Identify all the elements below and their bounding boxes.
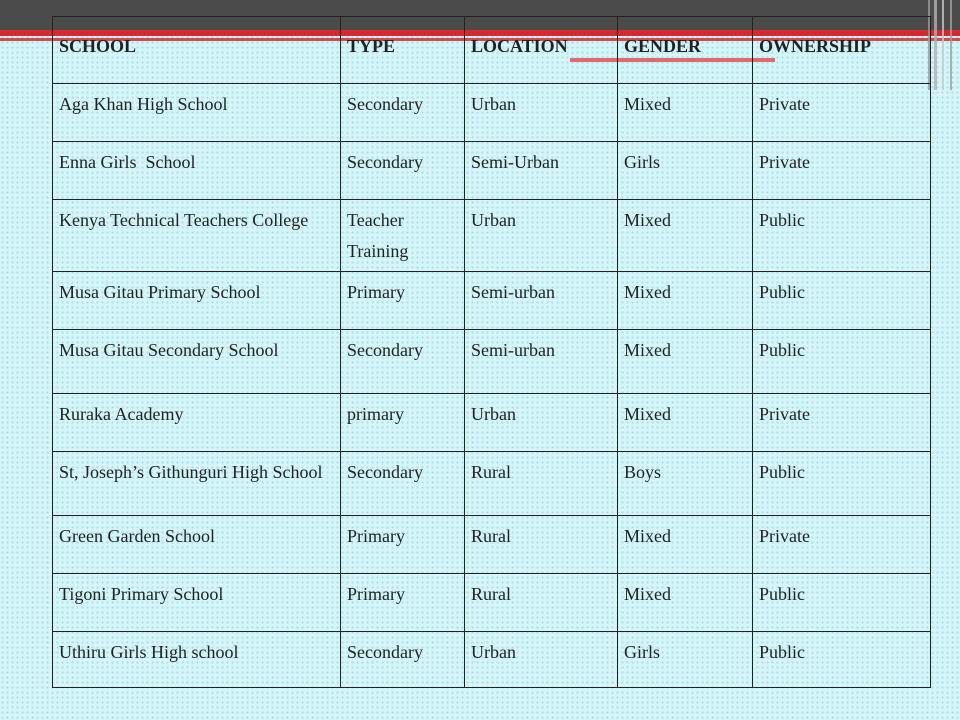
cell-location: Semi-urban	[465, 330, 618, 394]
cell-school: Aga Khan High School	[53, 84, 341, 142]
cell-location: Urban	[465, 84, 618, 142]
cell-type: Teacher Training	[341, 200, 465, 272]
cell-gender: Boys	[618, 452, 753, 516]
cell-ownership: Public	[753, 452, 931, 516]
cell-type: Secondary	[341, 142, 465, 200]
cell-ownership: Public	[753, 272, 931, 330]
cell-ownership: Private	[753, 394, 931, 452]
table-row	[53, 632, 931, 688]
header-ownership: OWNERSHIP	[753, 17, 931, 84]
cell-ownership: Private	[753, 142, 931, 200]
cell-gender: Girls	[618, 632, 753, 688]
header-gender: GENDER	[618, 17, 753, 84]
cell-school: Kenya Technical Teachers College	[53, 200, 341, 272]
cell-school: Tigoni Primary School	[53, 574, 341, 632]
table-row	[53, 452, 931, 516]
cell-type: primary	[341, 394, 465, 452]
cell-gender: Mixed	[618, 516, 753, 574]
cell-location: Semi-Urban	[465, 142, 618, 200]
table-row	[53, 142, 931, 200]
cell-type: Secondary	[341, 452, 465, 516]
cell-gender: Girls	[618, 142, 753, 200]
cell-gender: Mixed	[618, 272, 753, 330]
table-row	[53, 394, 931, 452]
table-row	[53, 574, 931, 632]
cell-ownership: Private	[753, 516, 931, 574]
cell-school: Green Garden School	[53, 516, 341, 574]
cell-school: Ruraka Academy	[53, 394, 341, 452]
cell-type: Primary	[341, 272, 465, 330]
cell-location: Rural	[465, 574, 618, 632]
table-row	[53, 516, 931, 574]
cell-ownership: Public	[753, 330, 931, 394]
cell-gender: Mixed	[618, 84, 753, 142]
cell-school: St, Joseph’s Githunguri High School	[53, 452, 341, 516]
table-row	[53, 84, 931, 142]
cell-ownership: Private	[753, 84, 931, 142]
cell-type: Primary	[341, 574, 465, 632]
slide-edge-decoration	[928, 0, 960, 90]
cell-location: Rural	[465, 452, 618, 516]
cell-type: Secondary	[341, 330, 465, 394]
cell-location: Rural	[465, 516, 618, 574]
header-location: LOCATION	[465, 17, 618, 84]
schools-table	[52, 16, 931, 688]
cell-type: Secondary	[341, 632, 465, 688]
cell-type: Primary	[341, 516, 465, 574]
cell-gender: Mixed	[618, 330, 753, 394]
cell-gender: Mixed	[618, 394, 753, 452]
cell-ownership: Public	[753, 200, 931, 272]
cell-school: Musa Gitau Primary School	[53, 272, 341, 330]
schools-table-container	[52, 16, 930, 688]
cell-location: Urban	[465, 632, 618, 688]
header-type: TYPE	[341, 17, 465, 84]
cell-location: Urban	[465, 394, 618, 452]
cell-gender: Mixed	[618, 574, 753, 632]
cell-school: Uthiru Girls High school	[53, 632, 341, 688]
cell-ownership: Public	[753, 632, 931, 688]
cell-location: Semi-urban	[465, 272, 618, 330]
cell-school: Enna Girls School	[53, 142, 341, 200]
cell-type: Secondary	[341, 84, 465, 142]
table-header-row	[53, 17, 931, 84]
table-row	[53, 330, 931, 394]
cell-gender: Mixed	[618, 200, 753, 272]
cell-school: Musa Gitau Secondary School	[53, 330, 341, 394]
cell-ownership: Public	[753, 574, 931, 632]
cell-location: Urban	[465, 200, 618, 272]
header-school: SCHOOL	[53, 17, 341, 84]
table-row	[53, 200, 931, 272]
table-row	[53, 272, 931, 330]
